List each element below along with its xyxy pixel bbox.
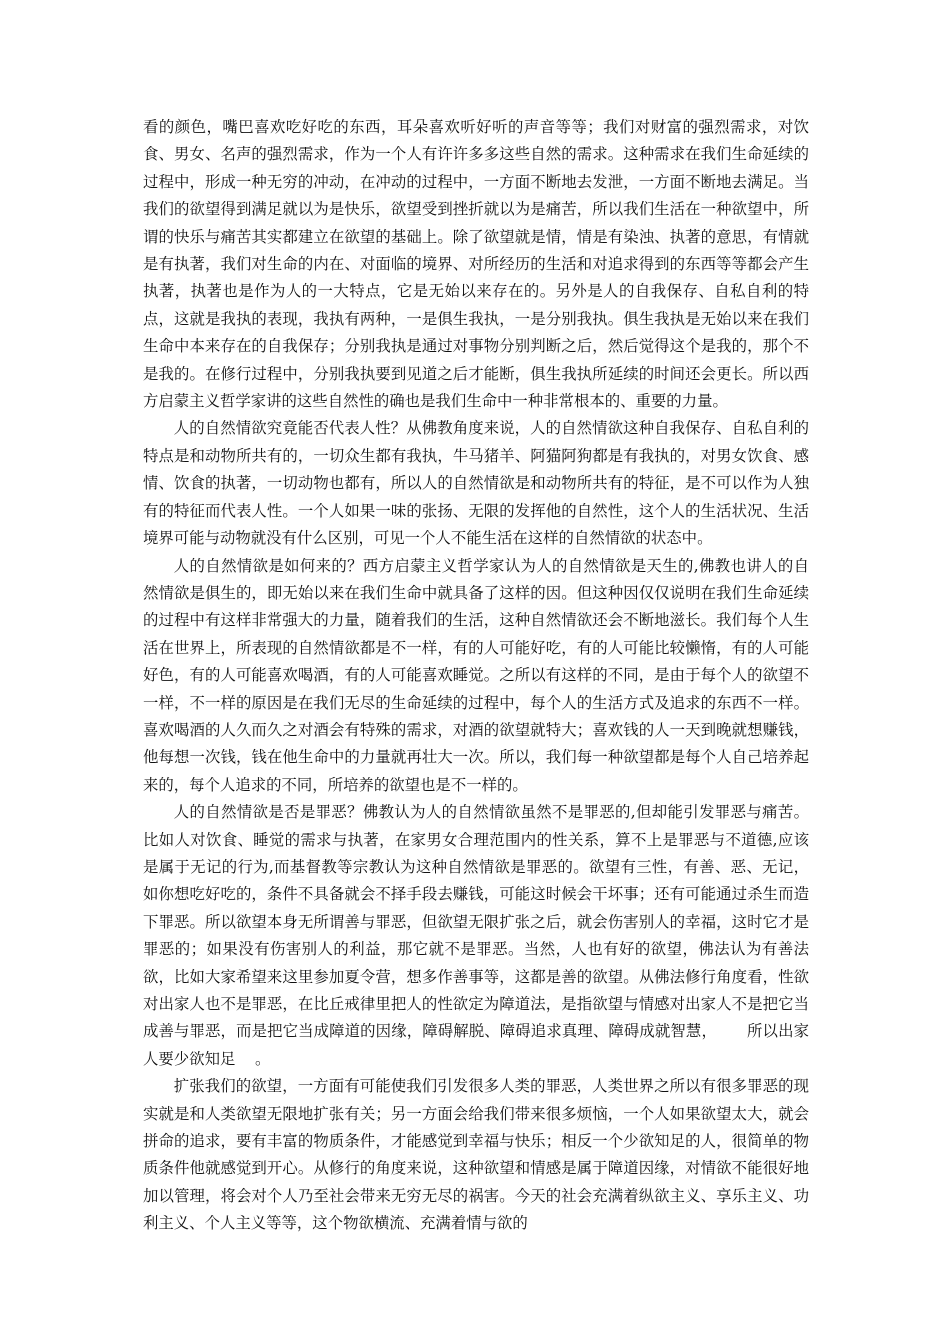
- paragraph-desire-and-evil-text: 人的自然情欲是否是罪恶？佛教认为人的自然情欲虽然不是罪恶的,但却能引发罪恶与痛苦。比如人对饮食、睡觉的需求与执著，在家男女合理范围内的性关系，算不上是罪恶与不道德,应该是属于无记的行为,而基督教等宗教认为这种自然情欲是罪恶的。欲望有三性，有善、恶、无记，如你想吃好吃的，条件不具备就会不择手段去赚钱，可能这时候会干坏事；还有可能通过杀生而造下罪恶。所以欲望本身无所谓善与罪恶，但欲望无限扩张之后，就会伤害别人的幸福，这时它才是罪恶的；如果没有伤害别人的利益，那它就不是罪恶。当然，人也有好的欲望，佛法认为有善法欲，比如大家希望来这里参加夏令营，想多作善事等，这都是善的欲望。从佛法修行角度看，性欲对出家人也不是罪恶，在比丘戒律里把人的性欲定为障道法，是指欲望与情感对出家人不是把它当成善与罪恶，而是把它当成障道的因缘，障碍解脱、障碍追求真理、障碍成就智慧，: [143, 803, 809, 1041]
- paragraph-desire-and-attachment: 看的颜色，嘴巴喜欢吃好吃的东西，耳朵喜欢听好听的声音等等；我们对财富的强烈需求，对饮食、男女、名声的强烈需求，作为一个人有许许多多这些自然的需求。这种需求在我们生命延续的过程中，形成一种无穷的冲动，在冲动的过程中，一方面不断地去发泄，一方面不断地去满足。当我们的欲望得到满足就以为是快乐，欲望受到挫折就以为是痛苦，所以我们生活在一种欲望中，所谓的快乐与痛苦其实都建立在欲望的基础上。除了欲望就是情，情是有染浊、执著的意思，有情就是有执著，我们对生命的内在、对面临的境界、对所经历的生活和对追求得到的东西等等都会产生执著，执著也是作为人的一大特点，它是无始以来存在的。另外是人的自我保存、自私自利的特点，这就是我执的表现，我执有两种，一是俱生我执，一是分别我执。俱生我执是无始以来在我们生命中本来存在的自我保存；分别我执是通过对事物分别判断之后，然后觉得这个是我的，那个不是我的。在修行过程中，分别我执要到见道之后才能断，俱生我执所延续的时间还会更长。所以西方启蒙主义哲学家讲的这些自然性的确也是我们生命中一种非常根本的、重要的力量。: [143, 118, 809, 411]
- text-gap: [235, 1050, 255, 1068]
- text-gap: [717, 1022, 747, 1040]
- paragraph-desire-and-evil-ending: 所以出家人要少欲知足: [143, 1022, 809, 1068]
- document-page: [143, 114, 809, 1238]
- paragraph-human-nature: 人的自然情欲究竟能否代表人性？从佛教角度来说，人的自然情欲这种自我保存、自私自利的特点是和动物所共有的，一切众生都有我执，牛马猪羊、阿猫阿狗都是有我执的，对男女饮食、感情、饮食的执著，一切动物也都有，所以人的自然情欲是和动物所共有的特征，是不可以作为人独有的特征而代表人性。一个人如果一味的张扬、无限的发挥他的自然性，这个人的生活状况、生活境界可能与动物就没有什么区别，可见一个人不能生活在这样的自然情欲的状态中。: [143, 419, 809, 548]
- paragraph-origin-of-desire: 人的自然情欲是如何来的？西方启蒙主义哲学家认为人的自然情欲是天生的,佛教也讲人的自然情欲是俱生的，即无始以来在我们生命中就具备了这样的因。但这种因仅仅说明在我们生命延续的过程中有这样非常强大的力量，随着我们的生活，这种自然情欲还会不断地滋长。我们每个人生活在世界上，所表现的自然情欲都是不一样，有的人可能好吃，有的人可能比较懒惰，有的人可能好色，有的人可能喜欢喝酒，有的人可能喜欢睡觉。之所以有这样的不同，是由于每个人的欲望不一样，不一样的原因是在我们无尽的生命延续的过程中，每个人的生活方式及追求的东西不一样。喜欢喝酒的人久而久之对酒会有特殊的需求，对酒的欲望就特大；喜欢钱的人一天到晚就想赚钱，他每想一次钱，钱在他生命中的力量就再壮大一次。所以，我们每一种欲望都是每个人自己培养起来的，每个人追求的不同，所培养的欲望也是不一样的。: [143, 556, 809, 794]
- paragraph-expanding-desire: 扩张我们的欲望，一方面有可能使我们引发很多人类的罪恶，人类世界之所以有很多罪恶的现实就是和人类欲望无限地扩张有关；另一方面会给我们带来很多烦恼，一个人如果欲望太大，就会拼命的追求，要有丰富的物质条件，才能感觉到幸福与快乐；相反一个少欲知足的人，很简单的物质条件他就感觉到开心。从修行的角度来说，这种欲望和情感是属于障道因缘，对情欲不能很好地加以管理，将会对个人乃至社会带来无穷无尽的祸害。今天的社会充满着纵欲主义、享乐主义、功利主义、个人主义等等，这个物欲横流、充满着情与欲的: [143, 1077, 809, 1233]
- paragraph-desire-and-evil: 人的自然情欲是否是罪恶？佛教认为人的自然情欲虽然不是罪恶的,但却能引发罪恶与痛苦。比如人对饮食、睡觉的需求与执著，在家男女合理范围内的性关系，算不上是罪恶与不道德,应该是属于无记的行为,而基督教等宗教认为这种自然情欲是罪恶的。欲望有三性，有善、恶、无记，如你想吃好吃的，条件不具备就会不择手段去赚钱，可能这时候会干坏事；还有可能通过杀生而造下罪恶。所以欲望本身无所谓善与罪恶，但欲望无限扩张之后，就会伤害别人的幸福，这时它才是罪恶的；如果没有伤害别人的利益，那它就不是罪恶。当然，人也有好的欲望，佛法认为有善法欲，比如大家希望来这里参加夏令营，想多作善事等，这都是善的欲望。从佛法修行角度看，性欲对出家人也不是罪恶，在比丘戒律里把人的性欲定为障道法，是指欲望与情感对出家人不是把它当成善与罪恶，而是把它当成障道的因缘，障碍解脱、障碍追求真理、障碍成就智慧， 所以出家人要少欲知足 。: [143, 803, 809, 1068]
